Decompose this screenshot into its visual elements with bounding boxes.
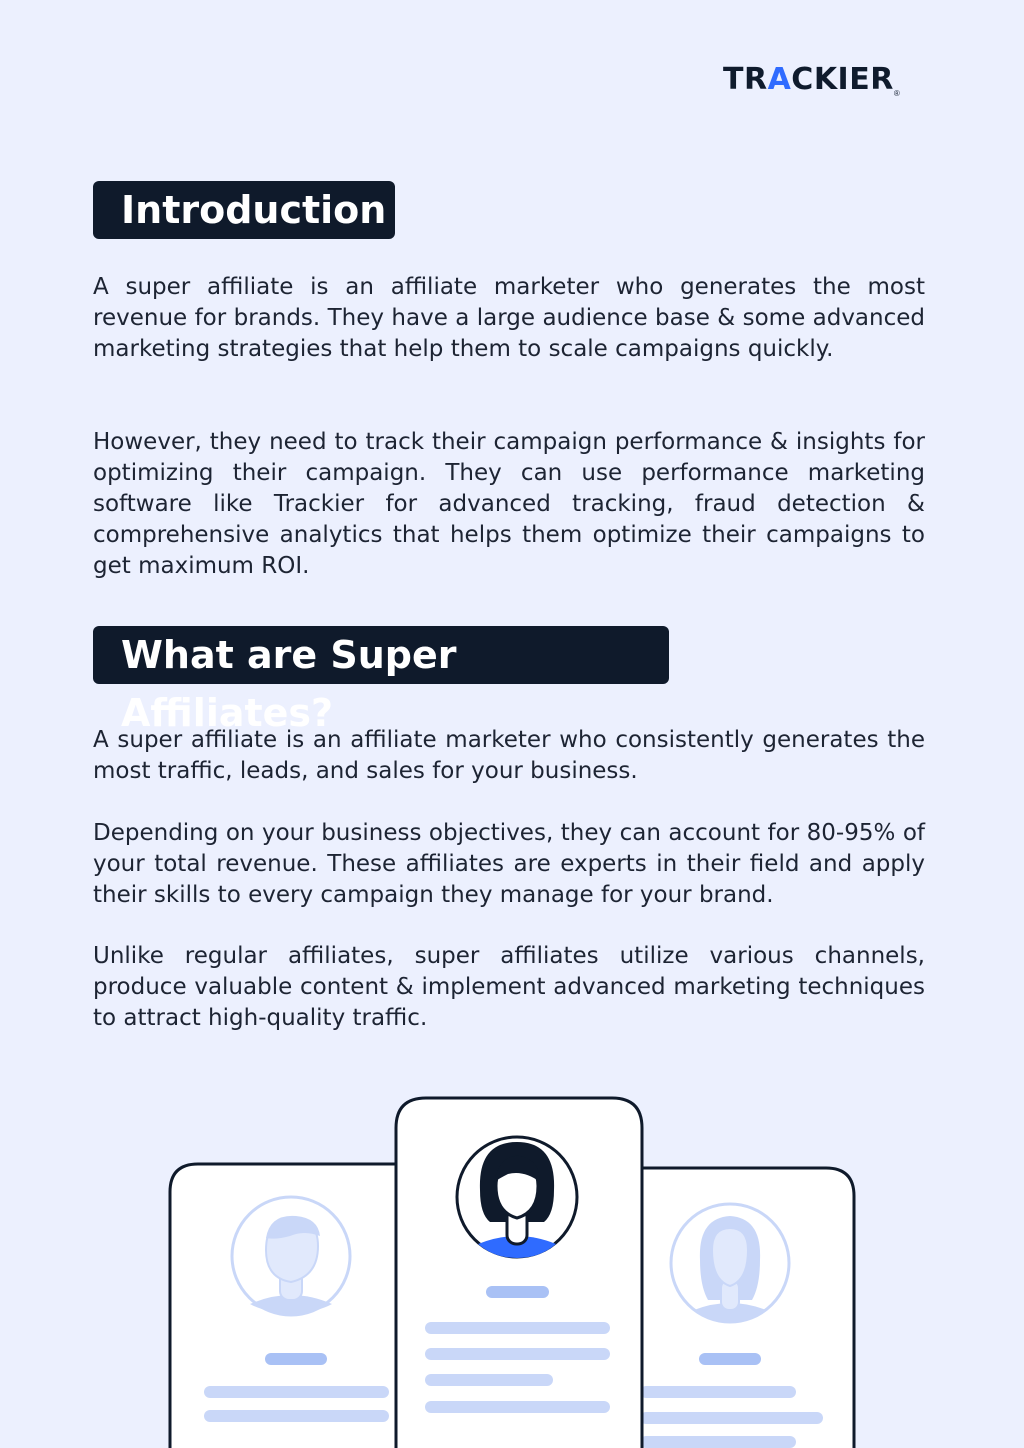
center-profile-card — [396, 1098, 642, 1448]
super-affiliates-heading: What are Super Affiliates? — [93, 626, 669, 684]
super-paragraph-3: Unlike regular affiliates, super affiliates utilize various channels, produce valuable content & implement advanced marketing techniques to attract high-quality traffic. — [93, 943, 925, 1031]
trackier-logo — [723, 62, 929, 98]
logo-text: TRACKIER — [723, 62, 894, 97]
female-avatar-icon — [457, 1137, 577, 1258]
left-profile-card — [170, 1164, 400, 1448]
intro-paragraph-2: However, they need to track their campaign performance & insights for optimizing their campaign. They can use performance marketing software like Trackier for advanced tracking, fraud detection & comprehensive analytics that helps them optimize their campaigns to get maximum ROI. — [93, 429, 925, 579]
registered-mark: ® — [893, 89, 900, 98]
right-profile-card — [640, 1168, 854, 1448]
introduction-heading: Introduction — [93, 181, 395, 239]
female-profile-card-icon — [671, 1204, 789, 1322]
super-paragraph-2: Depending on your business objectives, they can account for 80-95% of your total revenue. These affiliates are experts in their field and apply their skills to every campaign they manage for your brand. — [93, 820, 925, 908]
profile-cards-illustration — [0, 1090, 1024, 1448]
intro-paragraph-1: A super affiliate is an affiliate marketer who generates the most revenue for brands. They have a large audience base & some advanced marketing strategies that help them to scale campaigns quickly. — [93, 274, 925, 362]
super-paragraph-1: A super affiliate is an affiliate marketer who consistently generates the most traffic, leads, and sales for your business. — [93, 727, 925, 784]
male-profile-card-icon — [232, 1197, 350, 1315]
